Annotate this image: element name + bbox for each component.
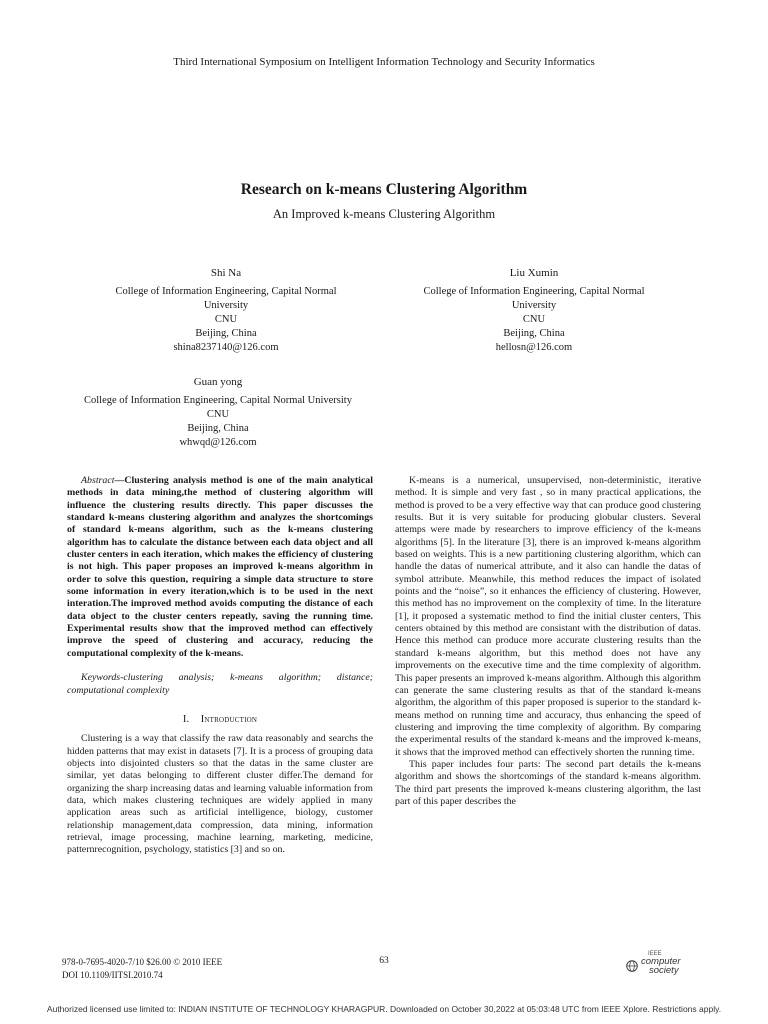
author-affiliation: University: [511, 300, 557, 311]
section-number: I.: [182, 713, 190, 725]
body-paragraph: K-means is a numerical, unsupervised, non-deterministic, iterative method. It is simple and very fast , so in many practical applications, the method is proved to be a very effective way that can produce good clustering results. But it is very suitable for producing globular clusters. Several attemps were made by researchers to improve efficiency of the k-means algorithms [5]. In the literature [3], there is an improved k-means algorithm based on weights. This is a new partitioning clustering algorithm, which can handle the datas of numerical attribute, and it also can handle the datas of symbol attribute. Meanwhile, this method reduces the impact of isolated points and the “noise”, so it enhances the efficiency of clustering. However, this method has no improvement on the complexity of time. In the literature [1], it proposed a systematic method to find the initial cluster centers, This centers obtained by this method are consistant with the distribution of datas. Hence this method can produce more accurate clustering results than the standard k-means algorithm, but this method does not have any improvements on the executive time and the time complexity of algorithm. This paper presents an improved k-means algorithm. Although this algorithm can generate the same clustering results as that of the standard k-means algorithm, the algorithm of this paper proposed is superior to the standard k-means method on running time and accuracy, thus enhancing the speed of clustering and improving the time complexity of algorithm. By comparing the experimental results of the standard k-means and the improved k-means, it shows that the improved method can effectively shorten the running time.: [395, 475, 701, 758]
paper-title: Research on k-means Clustering Algorithm: [240, 181, 528, 198]
author-affiliation: University: [203, 300, 249, 311]
author-name: Liu Xumin: [509, 267, 559, 279]
globe-icon: [626, 960, 638, 972]
author-block: [62, 375, 374, 450]
abstract-label: Abstract: [81, 475, 115, 486]
author-email: shina8237140@126.com: [173, 342, 279, 353]
author-affiliation: CNU: [214, 314, 238, 325]
section-title: Introduction: [200, 713, 258, 725]
abstract: [67, 475, 373, 660]
paper-subtitle: An Improved k-means Clustering Algorithm: [272, 207, 496, 221]
author-affiliation: College of Information Engineering, Capital Normal: [423, 286, 645, 297]
author-name: Guan yong: [193, 376, 243, 388]
author-email: whwqd@126.com: [179, 437, 257, 448]
left-column: [67, 475, 373, 857]
author-block: [398, 266, 670, 355]
author-location: Beijing, China: [503, 328, 565, 339]
author-location: Beijing, China: [187, 423, 249, 434]
page-number: 63: [379, 956, 389, 966]
author-location: Beijing, China: [195, 328, 257, 339]
logo-line: society: [649, 965, 679, 976]
keywords: Keywords-clustering analysis; k-means algorithm; distance; computational complexity: [67, 672, 373, 696]
author-name: Shi Na: [210, 267, 242, 279]
abstract-text: —Clustering analysis method is one of the main analytical methods in data mining,the method of clustering algorithm will influence the clustering results directly. This paper discusses the standard k-means clustering algorithm and analyzes the shortcomings of standard k-means algorithm, such as the k-means clustering algorithm has to calculate the distance between each data object and all cluster centers in each iteration, which makes the efficiency of clustering is not high. This paper proposes an improved k-means algorithm in order to solve this question, requiring a simple data structure to store some information in every iteration,which is to be used in the next interation.The improved method avoids computing the distance of each data object to the cluster centers repeatly, saving the running time. Experimental results show that the improved method can effectively improve the speed of clustering and accuracy, reducing the computational complexity of the k-means.: [67, 475, 373, 659]
body-paragraph: This paper includes four parts: The second part details the k-means algorithm and shows the shortcomings of the standard k-means algorithm. The third part presents the improved k-means clustering algorithm, the last part of this paper describes the: [395, 758, 701, 807]
intro-paragraph: Clustering is a way that classify the raw data reasonably and searchs the hidden patterns that may exist in datasets [7]. It is a process of grouping data objects into disjointed clusters so that the datas in the same cluster are similar, yet datas belonging to different cluster differ.The demand for organizing the sharp increasing datas and learning valuable information from data, which makes clustering techniques are widely applied in many application areas such as artificial intelligence, biology, customer relationship management,data compression, data mining, information retrieval, image processing, machine learning, marketing, medicine, patternrecognition, psychology, statistics [3] and so on.: [67, 733, 373, 856]
conference-header: Third International Symposium on Intelligent Information Technology and Security Informatics: [173, 56, 595, 68]
author-affiliation: CNU: [206, 409, 230, 420]
logo-wordmark: [641, 957, 681, 975]
author-affiliation: College of Information Engineering, Capital Normal University: [84, 395, 352, 406]
ieee-computer-society-logo: [626, 951, 706, 979]
author-affiliation: CNU: [522, 314, 546, 325]
author-affiliation: College of Information Engineering, Capital Normal: [115, 286, 337, 297]
logo-ieee-text: IEEE: [648, 951, 662, 957]
author-block: [70, 266, 382, 355]
authorization-notice: Authorized licensed use limited to: INDIAN INSTITUTE OF TECHNOLOGY KHARAGPUR. Downloaded on October 30,2022 at 05:03:48 UTC from IEEE Xplore. Restrictions apply.: [46, 1004, 722, 1014]
author-email: hellosn@126.com: [495, 342, 573, 353]
section-heading: [67, 714, 373, 726]
doi-line: DOI 10.1109/IITSI.2010.74: [62, 970, 163, 980]
right-column: [395, 475, 701, 808]
logo-line: computer: [641, 956, 681, 967]
isbn-line: 978-0-7695-4020-7/10 $26.00 © 2010 IEEE: [62, 957, 223, 967]
